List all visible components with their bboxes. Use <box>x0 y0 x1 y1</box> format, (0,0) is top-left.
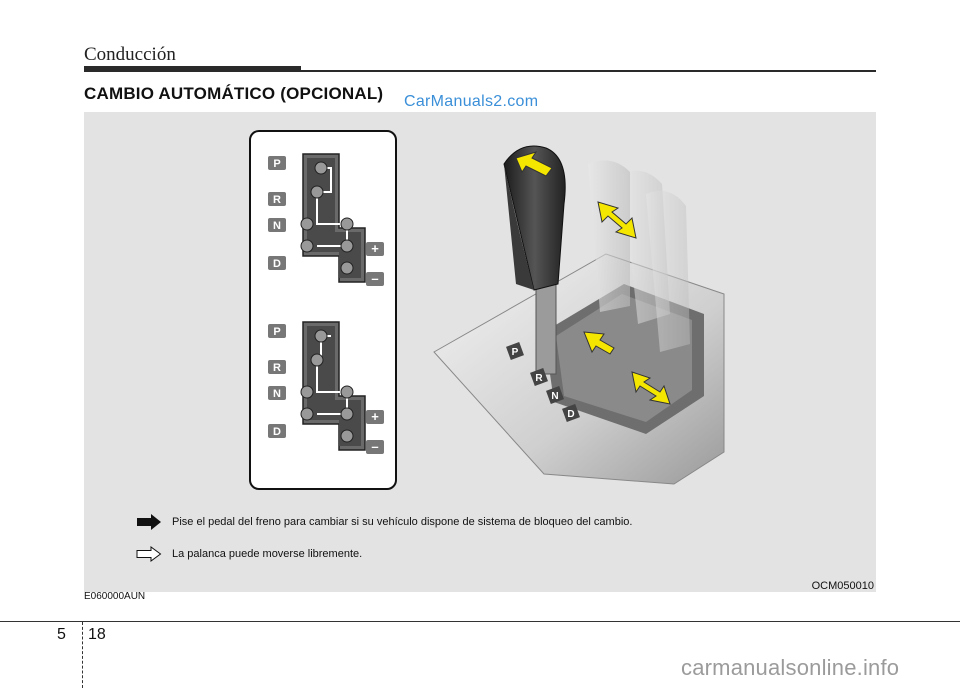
gate-pattern-upper <box>301 154 365 282</box>
shift-lever-illustration <box>424 134 744 494</box>
gate-label-plus: + <box>371 241 379 256</box>
gate-label-r-2: R <box>273 362 281 374</box>
gate-label-plus-2: + <box>371 409 379 424</box>
gate-label-minus: – <box>371 271 379 286</box>
gate-label-minus-2: – <box>371 439 379 454</box>
page-number: 18 <box>88 626 106 643</box>
lever-label-r: R <box>535 373 543 384</box>
watermark-footer[interactable]: carmanualsonline.info <box>681 655 900 680</box>
lever-label-n: N <box>551 391 559 402</box>
watermark-link[interactable]: CarManuals2.com <box>404 93 539 110</box>
gate-label-r: R <box>273 194 281 206</box>
gate-pattern-lower <box>301 322 365 450</box>
gate-label-p: P <box>273 158 281 170</box>
shift-lever-figure <box>84 112 876 592</box>
lever-label-d: D <box>567 409 575 420</box>
footer-rule <box>0 621 960 622</box>
outline-arrow-icon <box>136 546 162 562</box>
gate-label-p-2: P <box>273 326 281 338</box>
header-rule <box>84 70 876 72</box>
legend-text-brake: Pise el pedal del freno para cambiar si su vehículo dispone de sistema de bloqueo del cambio. <box>172 516 633 528</box>
shift-lever-graphic <box>424 134 744 494</box>
footer-divider <box>82 622 83 688</box>
gate-label-n: N <box>273 220 281 232</box>
legend-text-free: La palanca puede moverse libremente. <box>172 548 363 560</box>
legend-row-brake <box>136 514 696 532</box>
gate-label-d-2: D <box>273 426 281 438</box>
shift-gate-diagram <box>249 130 397 490</box>
gate-label-n-2: N <box>273 388 281 400</box>
lever-label-p: P <box>511 347 519 358</box>
solid-arrow-icon <box>136 514 162 530</box>
document-code: E060000AUN <box>84 591 146 602</box>
gate-label-d: D <box>273 258 281 270</box>
chapter-number: 5 <box>57 626 66 643</box>
page-title: CAMBIO AUTOMÁTICO (OPCIONAL) <box>84 84 384 103</box>
figure-code: OCM050010 <box>811 580 874 592</box>
section-name: Conducción <box>84 44 176 65</box>
shift-gate-graphic <box>251 132 395 488</box>
legend-row-free <box>136 546 696 564</box>
